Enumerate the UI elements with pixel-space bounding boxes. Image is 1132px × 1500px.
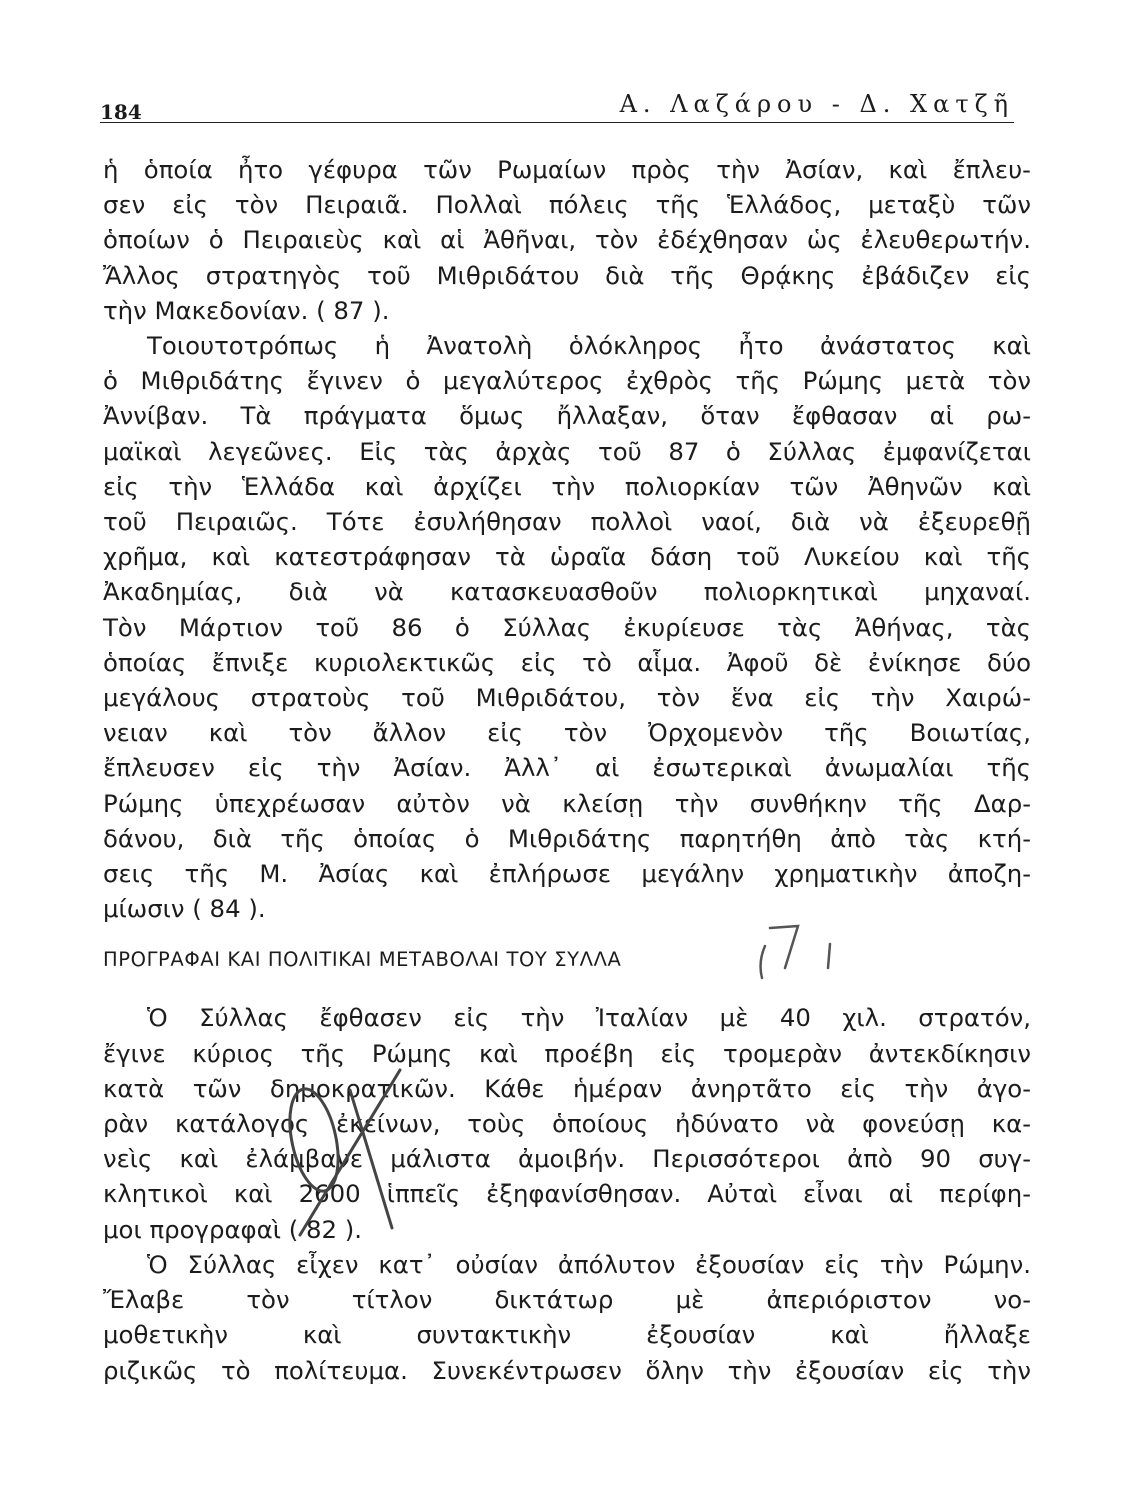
text-line: μοθετικὴν καὶ συντακτικὴν ἐξουσίαν καὶ ἤλλαξε bbox=[103, 1320, 1031, 1350]
text-line: σεν εἰς τὸν Πειραιᾶ. Πολλαὶ πόλεις τῆς Ἑλλάδος, μεταξὺ τῶν bbox=[103, 190, 1031, 220]
text-line: ριζικῶς τὸ πολίτευμα. Συνεκέντρωσεν ὅλην τὴν ἐξουσίαν εἰς τὴν bbox=[103, 1355, 1031, 1385]
section-heading: ΠΡΟΓΡΑΦΑΙ ΚΑΙ ΠΟΛΙΤΙΚΑΙ ΜΕΤΑΒΟΛΑΙ ΤΟΥ ΣΥΛΛΑ bbox=[103, 948, 622, 972]
text-line: ἡ ὁποία ἦτο γέφυρα τῶν Ρωμαίων πρὸς τὴν Ἀσίαν, καὶ ἔπλευ- bbox=[103, 155, 1031, 184]
page-header bbox=[100, 82, 1014, 123]
paragraph-4 bbox=[103, 1247, 1031, 1388]
text-line: τοῦ Πειραιῶς. Τότε ἐσυλήθησαν πολλοὶ ναοί, διὰ νὰ ἐξευρεθῇ bbox=[103, 507, 1031, 537]
text-line: Ὁ Σύλλας εἶχεν κατ᾿ οὐσίαν ἀπόλυτον ἐξουσίαν εἰς τὴν Ρώμην. bbox=[147, 1249, 1031, 1279]
text-line: μοι προγραφαὶ ( 82 ). bbox=[103, 1214, 363, 1244]
text-line: Τοιουτοτρόπως ἡ Ἀνατολὴ ὁλόκληρος ἦτο ἀνάστατος καὶ bbox=[147, 331, 1031, 361]
text-line: τὴν Μακεδονίαν. ( 87 ). bbox=[103, 295, 390, 325]
text-line: σεις τῆς Μ. Ἀσίας καὶ ἐπλήρωσε μεγάλην χρηματικὴν ἀποζη- bbox=[103, 859, 1031, 889]
text-line: Ὁ Σύλλας ἔφθασεν εἰς τὴν Ἰταλίαν μὲ 40 χιλ. στρατόν, bbox=[147, 1003, 1031, 1033]
text-line: Ἀκαδημίας, διὰ νὰ κατασκευασθοῦν πολιορκητικαὶ μηχαναί. bbox=[103, 577, 1031, 607]
text-line: Ἄλλος στρατηγὸς τοῦ Μιθριδάτου διὰ τῆς Θρᾴκης ἐβάδιζεν εἰς bbox=[103, 260, 1031, 290]
text-line: Ρώμης ὑπεχρέωσαν αὐτὸν νὰ κλείσῃ τὴν συνθήκην τῆς Δαρ- bbox=[103, 788, 1031, 818]
text-line: ἔπλευσεν εἰς τὴν Ἀσίαν. Ἀλλ᾿ αἱ ἐσωτερικαὶ ἀνωμαλίαι τῆς bbox=[103, 753, 1031, 783]
text-line: νεὶς καὶ ἐλάμβανε μάλιστα ἀμοιβήν. Περισσότεροι ἀπὸ 90 συγ- bbox=[103, 1144, 1031, 1174]
text-line: Ἔλαβε τὸν τίτλον δικτάτωρ μὲ ἀπεριόριστον νο- bbox=[103, 1285, 1031, 1315]
text-line: κατὰ τῶν δημοκρατικῶν. Κάθε ἡμέραν ἀνηρτᾶτο εἰς τὴν ἀγο- bbox=[103, 1073, 1031, 1103]
text-line: νειαν καὶ τὸν ἄλλον εἰς τὸν Ὀρχομενὸν τῆς Βοιωτίας, bbox=[103, 718, 1031, 748]
text-line: ὁ Μιθριδάτης ἔγινεν ὁ μεγαλύτερος ἐχθρὸς τῆς Ρώμης μετὰ τὸν bbox=[103, 366, 1031, 396]
text-line: μεγάλους στρατοὺς τοῦ Μιθριδάτου, τὸν ἕνα εἰς τὴν Χαιρώ- bbox=[103, 683, 1031, 713]
body-text bbox=[103, 152, 1031, 1388]
paragraph-3 bbox=[103, 1000, 1031, 1246]
text-line: μίωσιν ( 84 ). bbox=[103, 894, 266, 924]
text-line: Τὸν Μάρτιον τοῦ 86 ὁ Σύλλας ἐκυρίευσε τὰς Ἀθήνας, τὰς bbox=[103, 612, 1031, 642]
text-line: Ἀννίβαν. Τὰ πράγματα ὅμως ἤλλαξαν, ὅταν ἔφθασαν αἱ ρω- bbox=[103, 401, 1031, 431]
text-line: ὁποίων ὁ Πειραιεὺς καὶ αἱ Ἀθῆναι, τὸν ἐδέχθησαν ὡς ἐλευθερωτήν. bbox=[103, 225, 1031, 255]
paragraph-2 bbox=[103, 328, 1031, 926]
text-line: ὁποίας ἔπνιξε κυριολεκτικῶς εἰς τὸ αἷμα. Ἀφοῦ δὲ ἐνίκησε δύο bbox=[103, 647, 1031, 677]
page-number: 184 bbox=[100, 100, 142, 124]
paragraph-1 bbox=[103, 152, 1031, 328]
text-line: κλητικοὶ καὶ 2600 ἱππεῖς ἐξηφανίσθησαν. Αὐταὶ εἶναι αἱ περίφη- bbox=[103, 1179, 1031, 1209]
text-line: εἰς τὴν Ἑλλάδα καὶ ἀρχίζει τὴν πολιορκίαν τῶν Ἀθηνῶν καὶ bbox=[103, 471, 1031, 501]
text-line: ἔγινε κύριος τῆς Ρώμης καὶ προέβη εἰς τρομερὰν ἀντεκδίκησιν bbox=[103, 1038, 1031, 1068]
running-head: Α. Λαζάρου - Δ. Χατζῆ bbox=[619, 90, 1014, 118]
text-line: μαϊκαὶ λεγεῶνες. Εἰς τὰς ἀρχὰς τοῦ 87 ὁ Σύλλας ἐμφανίζεται bbox=[103, 436, 1031, 466]
text-line: ρὰν κατάλογος ἐκείνων, τοὺς ὁποίους ἠδύνατο νὰ φονεύσῃ κα- bbox=[103, 1109, 1031, 1139]
text-line: χρῆμα, καὶ κατεστράφησαν τὰ ὡραῖα δάση τοῦ Λυκείου καὶ τῆς bbox=[103, 542, 1031, 572]
text-line: δάνου, διὰ τῆς ὁποίας ὁ Μιθριδάτης παρητήθη ἀπὸ τὰς κτή- bbox=[103, 823, 1031, 853]
